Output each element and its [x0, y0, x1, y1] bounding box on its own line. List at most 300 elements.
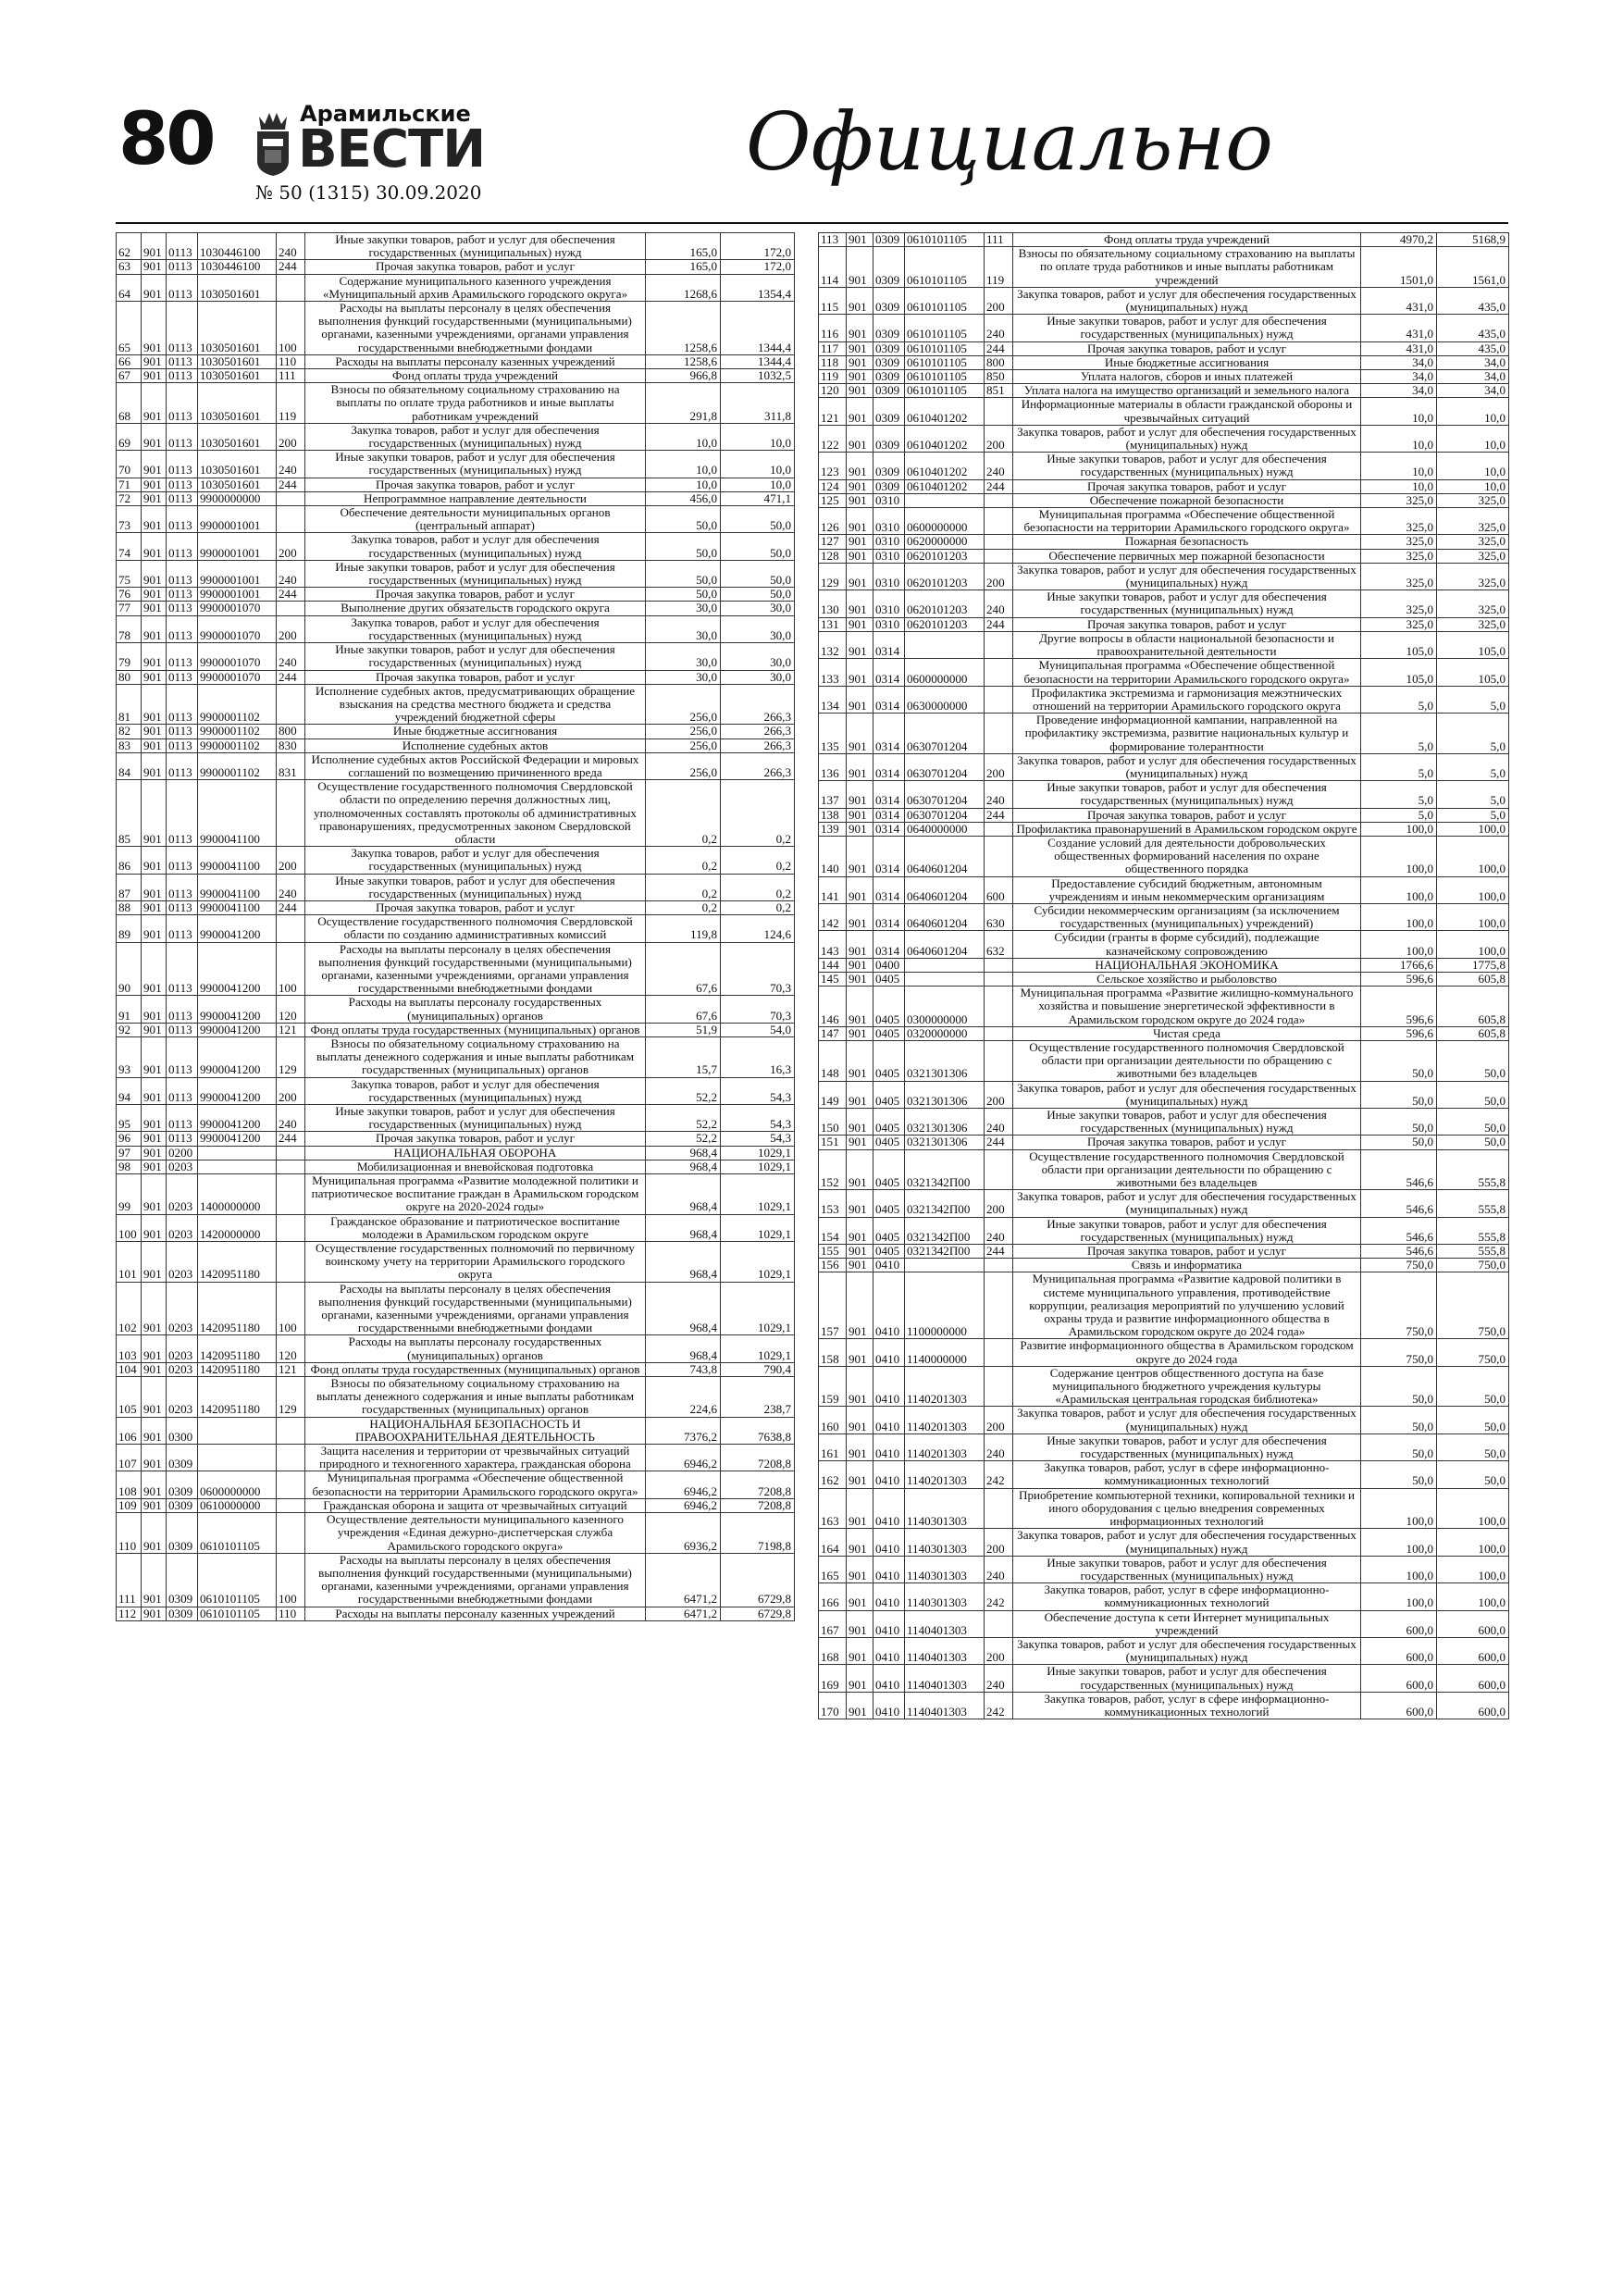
- amount-year-2-cell: 50,0: [721, 588, 795, 602]
- row-number-cell: 127: [819, 535, 847, 549]
- expense-type-cell: 244: [277, 478, 305, 491]
- row-number-cell: 167: [819, 1610, 847, 1637]
- table-row: [117, 1242, 795, 1283]
- expense-type-cell: [985, 987, 1013, 1027]
- amount-year-1-cell: 100,0: [1361, 903, 1437, 930]
- table-row: [117, 1282, 795, 1335]
- ministry-code-cell: 901: [142, 1377, 167, 1418]
- row-number-cell: 157: [819, 1272, 847, 1339]
- description-cell: Муниципальная программа «Обеспечение общественной безопасности на территории Арамильского городского округа»: [305, 1471, 646, 1498]
- amount-year-2-cell: 100,0: [1437, 1488, 1509, 1529]
- amount-year-1-cell: 67,6: [646, 942, 721, 996]
- row-number-cell: 169: [819, 1665, 847, 1692]
- amount-year-1-cell: 51,9: [646, 1023, 721, 1036]
- table-row: [117, 1160, 795, 1173]
- expense-type-cell: [985, 686, 1013, 713]
- table-row: [819, 659, 1509, 686]
- target-article-cell: 9900001001: [198, 506, 277, 533]
- ministry-code-cell: 901: [142, 1498, 167, 1512]
- description-cell: Профилактика правонарушений в Арамильском городском округе: [1013, 822, 1361, 836]
- description-cell: Взносы по обязательному социальному страхованию на выплаты денежного содержания и иные выплаты работникам государственных (муниципальных) органов: [305, 1036, 646, 1077]
- expense-type-cell: [277, 1471, 305, 1498]
- amount-year-2-cell: 7208,8: [721, 1471, 795, 1498]
- expense-type-cell: [277, 1160, 305, 1173]
- amount-year-1-cell: 7376,2: [646, 1417, 721, 1444]
- expense-type-cell: 100: [277, 942, 305, 996]
- amount-year-2-cell: 50,0: [1437, 1407, 1509, 1433]
- target-article-cell: 1030446100: [198, 260, 277, 274]
- table-row: [117, 1513, 795, 1554]
- ministry-code-cell: 901: [847, 590, 873, 617]
- target-article-cell: 0300000000: [905, 987, 985, 1027]
- amount-year-2-cell: 10,0: [721, 451, 795, 478]
- row-number-cell: 63: [117, 260, 142, 274]
- target-article-cell: 1420951180: [198, 1282, 277, 1335]
- amount-year-2-cell: 600,0: [1437, 1692, 1509, 1719]
- table-row: [819, 617, 1509, 631]
- row-number-cell: 84: [117, 752, 142, 779]
- target-article-cell: 0610101105: [905, 384, 985, 398]
- description-cell: Иные закупки товаров, работ и услуг для обеспечения государственных (муниципальных) нужд: [305, 1105, 646, 1132]
- section-code-cell: 0410: [873, 1407, 905, 1433]
- description-cell: Закупка товаров, работ и услуг для обеспечения государственных (муниципальных) нужд: [1013, 1407, 1361, 1433]
- amount-year-1-cell: 10,0: [1361, 479, 1437, 493]
- amount-year-2-cell: 100,0: [1437, 1556, 1509, 1582]
- target-article-cell: 1420951180: [198, 1335, 277, 1362]
- ministry-code-cell: 901: [847, 1583, 873, 1610]
- target-article-cell: 0610000000: [198, 1498, 277, 1512]
- ministry-code-cell: 901: [847, 1081, 873, 1108]
- table-row: [819, 1081, 1509, 1108]
- table-row: [117, 1077, 795, 1104]
- ministry-code-cell: 901: [847, 958, 873, 972]
- description-cell: Иные закупки товаров, работ и услуг для обеспечения государственных (муниципальных) нужд: [1013, 1109, 1361, 1136]
- target-article-cell: 0321342П00: [905, 1149, 985, 1190]
- target-article-cell: 0610101105: [905, 370, 985, 384]
- description-cell: Муниципальная программа «Развитие кадровой политики в системе муниципального управления, противодействие коррупции, реализация мероприятий по улучшению условий охраны труда и развитие информационного общества в Арамильском городском округе до 2024 года»: [1013, 1272, 1361, 1339]
- section-code-cell: 0113: [167, 915, 198, 942]
- ministry-code-cell: 901: [142, 847, 167, 874]
- ministry-code-cell: 901: [847, 425, 873, 452]
- ministry-code-cell: 901: [142, 738, 167, 752]
- expense-type-cell: [277, 1445, 305, 1471]
- ministry-code-cell: 901: [847, 1136, 873, 1149]
- ministry-code-cell: 901: [847, 876, 873, 903]
- ministry-code-cell: 901: [142, 684, 167, 725]
- description-cell: Прочая закупка товаров, работ и услуг: [1013, 341, 1361, 355]
- description-cell: Обеспечение первичных мер пожарной безопасности: [1013, 549, 1361, 563]
- ministry-code-cell: 901: [847, 563, 873, 590]
- section-code-cell: 0309: [873, 398, 905, 425]
- amount-year-2-cell: 325,0: [1437, 617, 1509, 631]
- ministry-code-cell: 901: [142, 1174, 167, 1215]
- description-cell: Закупка товаров, работ и услуг для обеспечения государственных (муниципальных) нужд: [1013, 1081, 1361, 1108]
- target-article-cell: 0610401202: [905, 453, 985, 479]
- amount-year-1-cell: 5,0: [1361, 753, 1437, 780]
- target-article-cell: 0610401202: [905, 398, 985, 425]
- row-number-cell: 125: [819, 493, 847, 507]
- ministry-code-cell: 901: [847, 987, 873, 1027]
- description-cell: Обеспечение доступа к сети Интернет муниципальных учреждений: [1013, 1610, 1361, 1637]
- table-row: [117, 233, 795, 260]
- expense-type-cell: 200: [985, 753, 1013, 780]
- target-article-cell: 0620101203: [905, 617, 985, 631]
- target-article-cell: [198, 1160, 277, 1173]
- description-cell: Взносы по обязательному социальному страхованию на выплаты по оплате труда работников и иные выплаты работникам учреждений: [305, 383, 646, 424]
- ministry-code-cell: 901: [847, 1407, 873, 1433]
- description-cell: Сельское хозяйство и рыболовство: [1013, 972, 1361, 986]
- row-number-cell: 83: [117, 738, 142, 752]
- description-cell: Уплата налогов, сборов и иных платежей: [1013, 370, 1361, 384]
- amount-year-1-cell: 50,0: [1361, 1366, 1437, 1407]
- section-code-cell: 0309: [167, 1607, 198, 1620]
- amount-year-1-cell: 100,0: [1361, 1488, 1437, 1529]
- row-number-cell: 90: [117, 942, 142, 996]
- description-cell: Фонд оплаты труда учреждений: [305, 369, 646, 383]
- row-number-cell: 159: [819, 1366, 847, 1407]
- ministry-code-cell: 901: [847, 781, 873, 808]
- row-number-cell: 78: [117, 615, 142, 642]
- amount-year-2-cell: 10,0: [721, 423, 795, 450]
- target-article-cell: 1140401303: [905, 1692, 985, 1719]
- table-row: [117, 725, 795, 738]
- ministry-code-cell: 901: [142, 942, 167, 996]
- amount-year-2-cell: 555,8: [1437, 1149, 1509, 1190]
- section-code-cell: 0310: [873, 617, 905, 631]
- expense-type-cell: 240: [985, 315, 1013, 341]
- ministry-code-cell: 901: [142, 915, 167, 942]
- section-code-cell: 0405: [873, 1149, 905, 1190]
- expense-type-cell: 110: [277, 1607, 305, 1620]
- amount-year-2-cell: 325,0: [1437, 549, 1509, 563]
- ministry-code-cell: 901: [142, 533, 167, 560]
- description-cell: Исполнение судебных актов, предусматривающих обращение взыскания на средства местного бюджета и средства учреждений бюджетной сферы: [305, 684, 646, 725]
- amount-year-2-cell: 1029,1: [721, 1160, 795, 1173]
- expense-type-cell: 121: [277, 1023, 305, 1036]
- target-article-cell: 9900041200: [198, 1036, 277, 1077]
- section-code-cell: 0410: [873, 1529, 905, 1556]
- target-article-cell: 0610101105: [905, 341, 985, 355]
- amount-year-2-cell: 50,0: [1437, 1081, 1509, 1108]
- section-code-cell: 0113: [167, 260, 198, 274]
- amount-year-2-cell: 435,0: [1437, 315, 1509, 341]
- ministry-code-cell: 901: [142, 478, 167, 491]
- expense-type-cell: 200: [985, 1407, 1013, 1433]
- description-cell: Муниципальная программа «Обеспечение общественной безопасности на территории Арамильского городского округа»: [1013, 659, 1361, 686]
- amount-year-1-cell: 4970,2: [1361, 233, 1437, 247]
- ministry-code-cell: 901: [142, 1335, 167, 1362]
- amount-year-2-cell: 0,2: [721, 780, 795, 847]
- target-article-cell: [905, 958, 985, 972]
- expense-type-cell: [277, 915, 305, 942]
- amount-year-1-cell: 50,0: [1361, 1461, 1437, 1488]
- table-row: [117, 915, 795, 942]
- description-cell: Муниципальная программа «Развитие жилищно-коммунального хозяйства и повышение энергетической эффективности в Арамильском городском округе до 2024 года»: [1013, 987, 1361, 1027]
- row-number-cell: 143: [819, 931, 847, 958]
- amount-year-1-cell: 325,0: [1361, 563, 1437, 590]
- amount-year-1-cell: 10,0: [646, 451, 721, 478]
- ministry-code-cell: 901: [142, 451, 167, 478]
- row-number-cell: 108: [117, 1471, 142, 1498]
- section-code-cell: 0309: [167, 1498, 198, 1512]
- amount-year-2-cell: 266,3: [721, 738, 795, 752]
- amount-year-2-cell: 325,0: [1437, 535, 1509, 549]
- row-number-cell: 110: [117, 1513, 142, 1554]
- expense-type-cell: [277, 1242, 305, 1283]
- expense-type-cell: 200: [277, 533, 305, 560]
- budget-table-left: [116, 232, 795, 1621]
- description-cell: Прочая закупка товаров, работ и услуг: [305, 900, 646, 914]
- target-article-cell: 9900041100: [198, 900, 277, 914]
- row-number-cell: 69: [117, 423, 142, 450]
- amount-year-1-cell: 30,0: [646, 643, 721, 670]
- target-article-cell: 1030501601: [198, 302, 277, 355]
- amount-year-2-cell: 471,1: [721, 491, 795, 505]
- target-article-cell: 0321342П00: [905, 1190, 985, 1217]
- table-row: [819, 1433, 1509, 1460]
- row-number-cell: 86: [117, 847, 142, 874]
- section-code-cell: 0410: [873, 1610, 905, 1637]
- target-article-cell: 1140201303: [905, 1407, 985, 1433]
- budget-table-left-body: [117, 233, 795, 1621]
- amount-year-1-cell: 291,8: [646, 383, 721, 424]
- description-cell: Закупка товаров, работ и услуг для обеспечения государственных (муниципальных) нужд: [305, 533, 646, 560]
- ministry-code-cell: 901: [847, 686, 873, 713]
- amount-year-1-cell: 546,6: [1361, 1149, 1437, 1190]
- amount-year-2-cell: 7198,8: [721, 1513, 795, 1554]
- section-code-cell: 0314: [873, 659, 905, 686]
- expense-type-cell: 242: [985, 1692, 1013, 1719]
- section-code-cell: 0405: [873, 972, 905, 986]
- row-number-cell: 72: [117, 491, 142, 505]
- amount-year-1-cell: 100,0: [1361, 1583, 1437, 1610]
- row-number-cell: 121: [819, 398, 847, 425]
- ministry-code-cell: 901: [142, 1607, 167, 1620]
- ministry-code-cell: 901: [142, 874, 167, 900]
- target-article-cell: 0640601204: [905, 876, 985, 903]
- amount-year-2-cell: 34,0: [1437, 370, 1509, 384]
- ministry-code-cell: 901: [142, 1471, 167, 1498]
- table-row: [117, 1607, 795, 1620]
- ministry-code-cell: 901: [847, 1109, 873, 1136]
- expense-type-cell: 240: [277, 560, 305, 587]
- section-code-cell: 0203: [167, 1242, 198, 1283]
- table-row: [117, 1105, 795, 1132]
- table-row: [819, 1692, 1509, 1719]
- target-article-cell: 0640601204: [905, 836, 985, 876]
- expense-type-cell: [985, 1149, 1013, 1190]
- ministry-code-cell: 901: [142, 506, 167, 533]
- section-code-cell: 0309: [873, 341, 905, 355]
- amount-year-1-cell: 325,0: [1361, 590, 1437, 617]
- target-article-cell: [905, 1259, 985, 1272]
- section-code-cell: 0410: [873, 1637, 905, 1664]
- section-code-cell: 0405: [873, 1109, 905, 1136]
- row-number-cell: 152: [819, 1149, 847, 1190]
- amount-year-1-cell: 968,4: [646, 1335, 721, 1362]
- amount-year-2-cell: 605,8: [1437, 972, 1509, 986]
- section-code-cell: 0113: [167, 670, 198, 684]
- expense-type-cell: [985, 1366, 1013, 1407]
- section-code-cell: 0203: [167, 1282, 198, 1335]
- target-article-cell: 0630701204: [905, 808, 985, 822]
- row-number-cell: 99: [117, 1174, 142, 1215]
- row-number-cell: 112: [117, 1607, 142, 1620]
- description-cell: Осуществление государственного полномочия Свердловской области при организации деятельности по обращению с животными без владельцев: [1013, 1040, 1361, 1081]
- section-code-cell: 0310: [873, 508, 905, 535]
- table-row: [117, 588, 795, 602]
- ministry-code-cell: 901: [142, 1513, 167, 1554]
- row-number-cell: 65: [117, 302, 142, 355]
- section-code-cell: 0113: [167, 354, 198, 368]
- section-code-cell: 0309: [167, 1553, 198, 1607]
- description-cell: Связь и информатика: [1013, 1259, 1361, 1272]
- expense-type-cell: 240: [277, 874, 305, 900]
- target-article-cell: 9900001001: [198, 560, 277, 587]
- amount-year-2-cell: 50,0: [721, 533, 795, 560]
- description-cell: Прочая закупка товаров, работ и услуг: [305, 588, 646, 602]
- target-article-cell: 0610101105: [905, 287, 985, 314]
- expense-type-cell: 200: [985, 1081, 1013, 1108]
- row-number-cell: 77: [117, 602, 142, 615]
- section-code-cell: 0113: [167, 725, 198, 738]
- target-article-cell: 1140301303: [905, 1488, 985, 1529]
- expense-type-cell: 244: [277, 1132, 305, 1146]
- amount-year-2-cell: 100,0: [1437, 931, 1509, 958]
- target-article-cell: 1140201303: [905, 1433, 985, 1460]
- table-row: [117, 847, 795, 874]
- ministry-code-cell: 901: [142, 1282, 167, 1335]
- ministry-code-cell: 901: [142, 1160, 167, 1173]
- table-row: [117, 996, 795, 1023]
- ministry-code-cell: 901: [847, 903, 873, 930]
- table-row: [819, 1488, 1509, 1529]
- target-article-cell: 1140401303: [905, 1610, 985, 1637]
- amount-year-2-cell: 7208,8: [721, 1445, 795, 1471]
- section-code-cell: 0309: [873, 453, 905, 479]
- section-code-cell: 0113: [167, 451, 198, 478]
- table-row: [819, 1149, 1509, 1190]
- amount-year-2-cell: 100,0: [1437, 836, 1509, 876]
- amount-year-2-cell: 34,0: [1437, 355, 1509, 369]
- description-cell: Расходы на выплаты персоналу государственных (муниципальных) органов: [305, 1335, 646, 1362]
- row-number-cell: 123: [819, 453, 847, 479]
- expense-type-cell: [277, 1498, 305, 1512]
- section-code-cell: 0310: [873, 549, 905, 563]
- section-code-cell: 0314: [873, 686, 905, 713]
- amount-year-2-cell: 50,0: [1437, 1366, 1509, 1407]
- amount-year-1-cell: 0,2: [646, 874, 721, 900]
- table-row: [117, 1471, 795, 1498]
- amount-year-1-cell: 100,0: [1361, 1529, 1437, 1556]
- target-article-cell: 9900001070: [198, 602, 277, 615]
- target-article-cell: [905, 493, 985, 507]
- expense-type-cell: 800: [985, 355, 1013, 369]
- amount-year-2-cell: 266,3: [721, 684, 795, 725]
- section-code-cell: 0314: [873, 631, 905, 658]
- section-code-cell: 0113: [167, 560, 198, 587]
- row-number-cell: 170: [819, 1692, 847, 1719]
- row-number-cell: 71: [117, 478, 142, 491]
- table-row: [117, 1445, 795, 1471]
- ministry-code-cell: 901: [847, 808, 873, 822]
- ministry-code-cell: 901: [847, 1366, 873, 1407]
- section-code-cell: 0405: [873, 1217, 905, 1244]
- section-code-cell: 0314: [873, 781, 905, 808]
- table-row: [819, 287, 1509, 314]
- section-code-cell: 0113: [167, 996, 198, 1023]
- amount-year-1-cell: 968,4: [646, 1282, 721, 1335]
- ministry-code-cell: 901: [847, 1149, 873, 1190]
- description-cell: Прочая закупка товаров, работ и услуг: [1013, 1245, 1361, 1259]
- expense-type-cell: 110: [277, 354, 305, 368]
- table-row: [117, 1036, 795, 1077]
- row-number-cell: 111: [117, 1553, 142, 1607]
- section-code-cell: 0200: [167, 1146, 198, 1160]
- amount-year-2-cell: 600,0: [1437, 1637, 1509, 1664]
- row-number-cell: 82: [117, 725, 142, 738]
- expense-type-cell: 244: [985, 479, 1013, 493]
- expense-type-cell: [985, 398, 1013, 425]
- amount-year-2-cell: 1029,1: [721, 1335, 795, 1362]
- amount-year-1-cell: 34,0: [1361, 370, 1437, 384]
- amount-year-1-cell: 52,2: [646, 1077, 721, 1104]
- table-row: [117, 900, 795, 914]
- expense-type-cell: [985, 535, 1013, 549]
- amount-year-1-cell: 596,6: [1361, 972, 1437, 986]
- target-article-cell: 1030501601: [198, 451, 277, 478]
- table-row: [819, 987, 1509, 1027]
- section-code-cell: 0113: [167, 615, 198, 642]
- expense-type-cell: [985, 972, 1013, 986]
- amount-year-1-cell: 968,4: [646, 1242, 721, 1283]
- amount-year-2-cell: 1029,1: [721, 1282, 795, 1335]
- row-number-cell: 132: [819, 631, 847, 658]
- amount-year-2-cell: 0,2: [721, 900, 795, 914]
- ministry-code-cell: 901: [847, 836, 873, 876]
- amount-year-2-cell: 5168,9: [1437, 233, 1509, 247]
- expense-type-cell: 830: [277, 738, 305, 752]
- amount-year-2-cell: 266,3: [721, 725, 795, 738]
- table-row: [117, 643, 795, 670]
- amount-year-1-cell: 750,0: [1361, 1339, 1437, 1366]
- target-article-cell: 1030501601: [198, 423, 277, 450]
- table-row: [117, 491, 795, 505]
- amount-year-2-cell: 605,8: [1437, 1026, 1509, 1040]
- target-article-cell: 9900000000: [198, 491, 277, 505]
- amount-year-2-cell: 7638,8: [721, 1417, 795, 1444]
- table-row: [819, 1272, 1509, 1339]
- amount-year-1-cell: 30,0: [646, 670, 721, 684]
- table-row: [819, 1339, 1509, 1366]
- amount-year-1-cell: 600,0: [1361, 1665, 1437, 1692]
- expense-type-cell: 100: [277, 1553, 305, 1607]
- table-row: [819, 549, 1509, 563]
- description-cell: Иные закупки товаров, работ и услуг для обеспечения государственных (муниципальных) нужд: [305, 560, 646, 587]
- amount-year-2-cell: 0,2: [721, 874, 795, 900]
- ministry-code-cell: 901: [142, 780, 167, 847]
- amount-year-1-cell: 968,4: [646, 1146, 721, 1160]
- expense-type-cell: 244: [985, 1245, 1013, 1259]
- table-row: [117, 942, 795, 996]
- section-code-cell: 0314: [873, 753, 905, 780]
- table-row: [117, 478, 795, 491]
- section-code-cell: 0410: [873, 1488, 905, 1529]
- expense-type-cell: 200: [277, 615, 305, 642]
- description-cell: Прочая закупка товаров, работ и услуг: [305, 670, 646, 684]
- target-article-cell: 9900001001: [198, 533, 277, 560]
- target-article-cell: 9900041200: [198, 915, 277, 942]
